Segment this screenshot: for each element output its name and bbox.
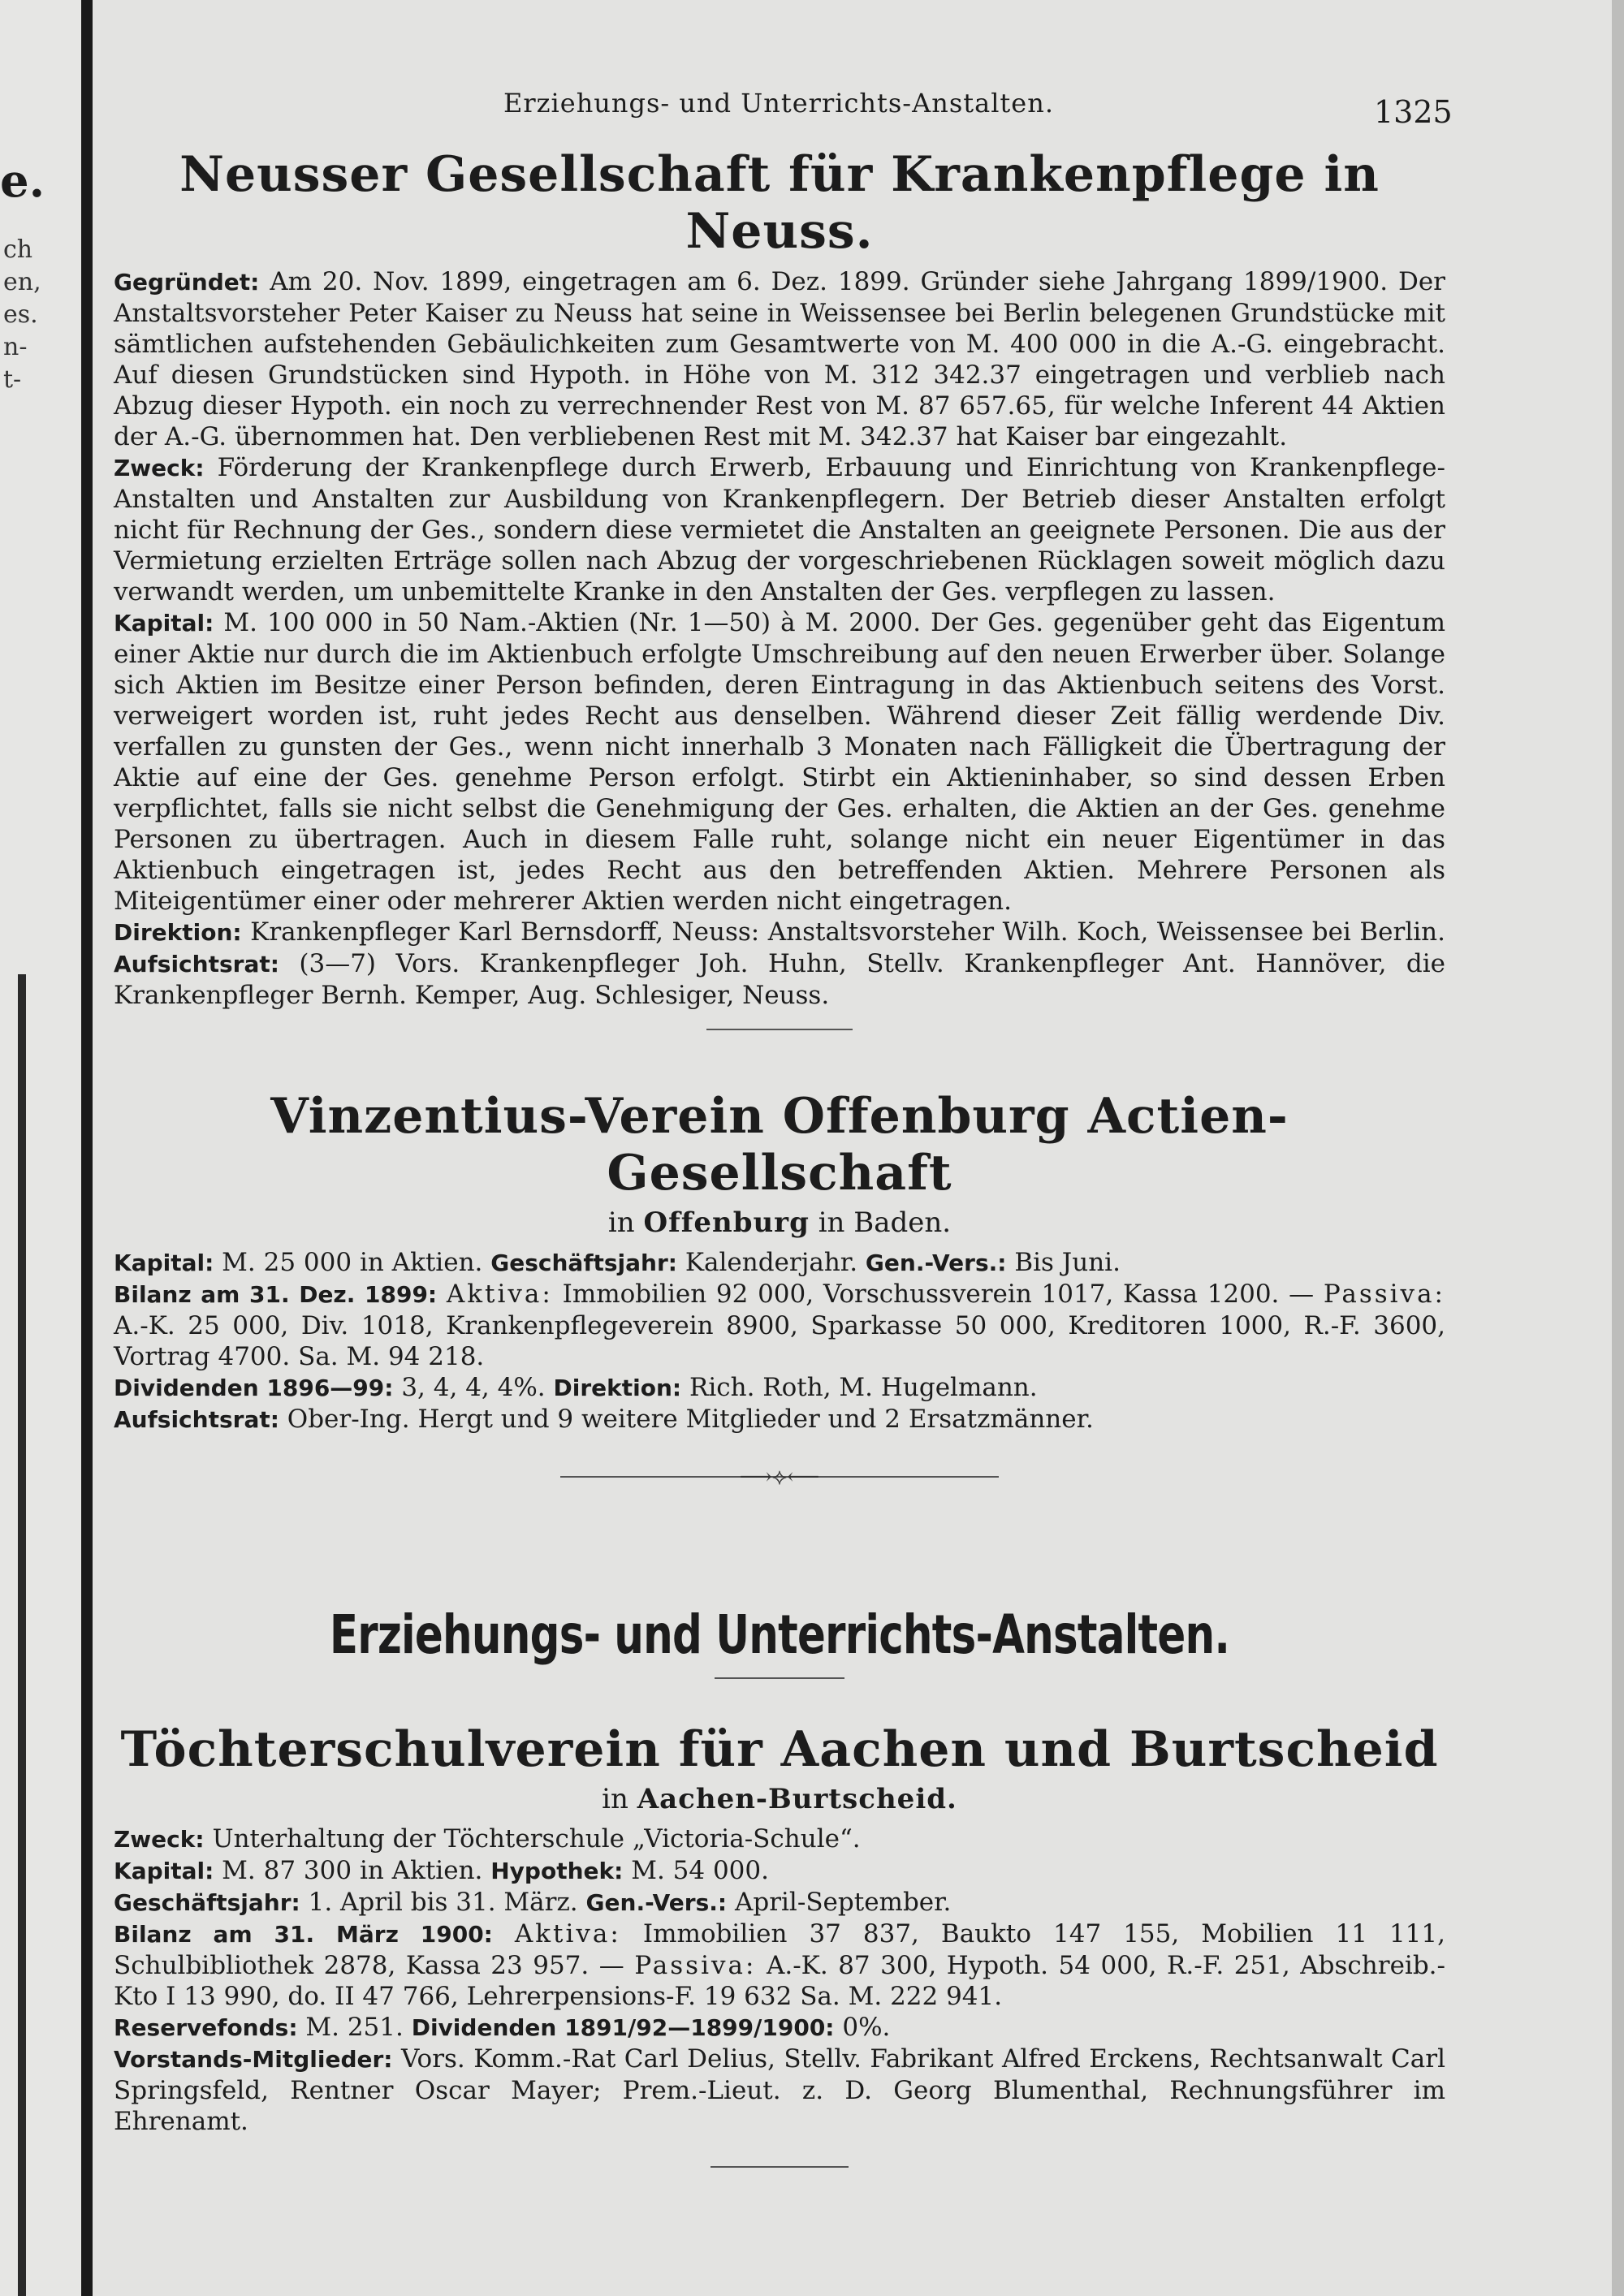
location-suffix: in Baden. [818, 1206, 952, 1239]
running-head: Erziehungs- und Unterrichts-Anstalten. [503, 88, 1054, 119]
field-text: Vors. Komm.-Rat Carl Delius, Stellv. Fabrikant Alfred Erckens, Rechtsanwalt Carl Springsfeld, Rentner Oscar Mayer; Prem.-Lieut. z. D. Georg Blumenthal, Rechnungsführer im Ehrenamt. [114, 2044, 1445, 2136]
previous-page-fragment: t- [3, 365, 22, 394]
binding-gutter-line [81, 0, 93, 2296]
field-text: M. 87 300 in Aktien. [222, 1856, 483, 1885]
entry-toechterschulverein [114, 1721, 1445, 2186]
field-label: Zweck: [114, 1826, 205, 1853]
field-text: 0%. [842, 2013, 891, 2042]
field-text: Unterhaltung der Töchterschule „Victoria-Schule“. [212, 1824, 861, 1854]
field-text: M. 251. [305, 2013, 404, 2042]
field-label: Zweck: [114, 455, 205, 481]
divider-rule [710, 2166, 849, 2168]
field-text: Immobilien 92 000, Vorschussverein 1017, Kassa 1200. — [562, 1280, 1315, 1309]
zweck-paragraph [114, 452, 1445, 607]
field-label: Direktion: [114, 919, 242, 946]
location-place: Aachen-Burtscheid. [637, 1783, 957, 1815]
page-number: 1325 [1374, 94, 1453, 130]
entry-location [114, 1206, 1445, 1239]
previous-page-title-fragment: e. [0, 154, 45, 208]
field-label: Aufsichtsrat: [114, 1406, 279, 1433]
field-text: 1. April bis 31. März. [308, 1888, 578, 1917]
field-text: A.-K. 87 300, Hypoth. 54 000, R.-F. 251, Abschreib.-Kto I 13 990, do. II 47 766, Lehrerpensions-F. 19 632 Sa. M. 222 941. [114, 1951, 1445, 2011]
field-label: Geschäftsjahr: [114, 1889, 300, 1916]
direktion-paragraph [114, 917, 1445, 1011]
passiva-word: Passiva: [1323, 1280, 1445, 1309]
kapital-paragraph [114, 607, 1445, 917]
aktiva-word: Aktiva: [446, 1280, 553, 1309]
field-label: Gen.-Vers.: [585, 1889, 728, 1916]
location-place: Offenburg [643, 1206, 810, 1239]
field-text: Bis Juni. [1014, 1248, 1121, 1277]
zweck-paragraph [114, 1823, 1445, 1855]
category-heading-block [114, 1603, 1445, 1697]
category-title: Erziehungs- und Unterrichts-Anstalten. [329, 1603, 1230, 1666]
field-label: Bilanz am 31. März 1900: [114, 1921, 493, 1948]
vorstand-paragraph [114, 2044, 1445, 2137]
field-text: A.-K. 25 000, Div. 1018, Krankenpflegeverein 8900, Sparkasse 50 000, Kreditoren 1000, R.-F. 3600, Vortrag 4700. Sa. M. 94 218. [114, 1311, 1445, 1371]
field-text: Immobilien 37 837, Baukto 147 155, Mobilien 11 111, Schulbibliothek 2878, Kassa 23 957. — [114, 1919, 1445, 1980]
page-right-edge [1612, 0, 1624, 2296]
entry-title: Vinzentius-Verein Offenburg Actien-Gesellschaft [270, 1088, 1289, 1202]
entry-title: Töchterschulverein für Aachen und Burtscheid [120, 1721, 1439, 1778]
divider-rule [715, 1677, 844, 1679]
field-text: Kalenderjahr. [685, 1248, 858, 1277]
entry-location [114, 1783, 1445, 1815]
previous-page-fragment: es. [3, 300, 38, 329]
field-label: Dividenden 1896—99: [114, 1375, 394, 1401]
previous-page-fragment: n- [3, 333, 28, 361]
field-text: Förderung der Krankenpflege durch Erwerb, Erbauung und Einrichtung von Krankenpflege-Anstalten und Anstalten zur Ausbildung von Krankenpflegern. Der Betrieb dieser Anstalten erfolgt nicht für Rechnung der Ges., sondern diese vermietet die Anstalten an geeignete Personen. Die aus der Vermietung erzielten Erträge sollen nach Abzug der vorgeschriebenen Rücklagen soweit möglich dazu verwandt werden, um unbemittelte Kranke in den Anstalten der Ges. verpflegen zu lassen. [114, 453, 1445, 606]
field-label: Kapital: [114, 1858, 214, 1884]
field-label: Kapital: [114, 610, 214, 637]
entry-neusser-gesellschaft [114, 146, 1445, 1048]
ornament-icon: ⟶⟡⟵ [739, 1463, 820, 1490]
binding-edge-line [18, 974, 26, 2296]
bilanz-paragraph [114, 1918, 1445, 2012]
field-label: Hypothek: [490, 1858, 624, 1884]
field-text: M. 100 000 in 50 Nam.-Aktien (Nr. 1—50) à M. 2000. Der Ges. gegenüber geht das Eigentum einer Aktie nur durch die im Aktienbuch erfolgte Umschreibung auf den neuen Erwerber über. Solange sich Aktien im Besitze einer Person befinden, deren Eintragung in das Aktienbuch seitens des Vorst. verweigert worden ist, ruht jedes Recht aus denselben. Während dieser Zeit fällig werdende Div. verfallen zu gunsten der Ges., wenn nicht innerhalb 3 Monaten nach Fälligkeit die Übertragung der Aktie auf eine der Ges. genehme Person erfolgt. Stirbt ein Aktieninhaber, so sind dessen Erben verpflichtet, falls sie nicht selbst die Genehmigung der Ges. erhalten, die Aktien an der Ges. genehme Personen zu übertragen. Auch in diesem Falle ruht, solange nicht ein neuer Eigentümer in das Aktienbuch eingetragen ist, jedes Recht aus den betreffenden Aktien. Mehrere Personen als Miteigentümer einer oder mehrerer Aktien werden nicht eingetragen. [114, 608, 1446, 916]
previous-page-fragment: ch [3, 235, 33, 264]
field-label: Vorstands-Mitglieder: [114, 2046, 393, 2073]
previous-page-fragment: en, [3, 268, 41, 296]
passiva-word: Passiva: [634, 1951, 757, 1980]
location-prefix: in [607, 1206, 635, 1239]
field-label: Bilanz am 31. Dez. 1899: [114, 1281, 438, 1308]
field-text: Rich. Roth, M. Hugelmann. [689, 1373, 1038, 1402]
field-text: Krankenpfleger Karl Bernsdorff, Neuss: Anstaltsvorsteher Wilh. Koch, Weissensee bei Berlin. [250, 917, 1445, 947]
field-label: Gegründet: [114, 269, 260, 296]
entry-title: Neusser Gesellschaft für Krankenpflege in Neuss. [179, 146, 1380, 260]
dividenden-paragraph [114, 1372, 1445, 1404]
field-label: Dividenden 1891/92—1899/1900: [411, 2014, 835, 2041]
bilanz-paragraph [114, 1279, 1445, 1372]
field-text: Am 20. Nov. 1899, eingetragen am 6. Dez. 1899. Gründer siehe Jahrgang 1899/1900. Der Anstaltsvorsteher Peter Kaiser zu Neuss hat seine in Weissensee bei Berlin belegenen Grundstücke mit sämtlichen aufstehenden Gebäulichkeiten zum Gesamtwerte von M. 400 000 in die A.-G. eingebracht. Auf diesen Grundstücken sind Hypoth. in Höhe von M. 312 342.37 eingetragen und verblieb nach Abzug dieser Hypoth. ein noch zu verrechnender Rest von M. 87 657.65, für welche Inferent 44 Aktien der A.-G. übernommen hat. Den verbliebenen Rest mit M. 342.37 hat Kaiser bar eingezahlt. [114, 267, 1446, 451]
field-label: Kapital: [114, 1249, 214, 1276]
field-label: Direktion: [553, 1375, 682, 1401]
field-text: Ober-Ing. Hergt und 9 weitere Mitglieder und 2 Ersatzmänner. [287, 1405, 1094, 1434]
geschaeftsjahr-paragraph [114, 1887, 1445, 1918]
aktiva-word: Aktiva: [514, 1919, 621, 1949]
field-text: (3—7) Vors. Krankenpfleger Joh. Huhn, Stellv. Krankenpfleger Ant. Hannöver, die Krankenpfleger Bernh. Kemper, Aug. Schlesiger, Neuss. [114, 949, 1445, 1010]
kapital-paragraph [114, 1855, 1445, 1887]
field-label: Gen.-Vers.: [865, 1249, 1007, 1276]
reservefonds-paragraph [114, 2012, 1445, 2044]
field-text: April-September. [734, 1888, 952, 1917]
field-label: Reservefonds: [114, 2014, 298, 2041]
entry-vinzentius-verein [114, 1088, 1445, 1491]
gegruendet-paragraph [114, 266, 1445, 452]
divider-rule [706, 1029, 853, 1030]
aufsichtsrat-paragraph [114, 1404, 1445, 1435]
field-text: M. 54 000. [631, 1856, 769, 1885]
field-text: M. 25 000 in Aktien. [222, 1248, 483, 1277]
location-prefix: in [602, 1783, 628, 1815]
field-label: Aufsichtsrat: [114, 951, 279, 978]
kapital-paragraph [114, 1247, 1445, 1279]
field-text: 3, 4, 4, 4%. [401, 1373, 546, 1402]
field-label: Geschäftsjahr: [490, 1249, 677, 1276]
